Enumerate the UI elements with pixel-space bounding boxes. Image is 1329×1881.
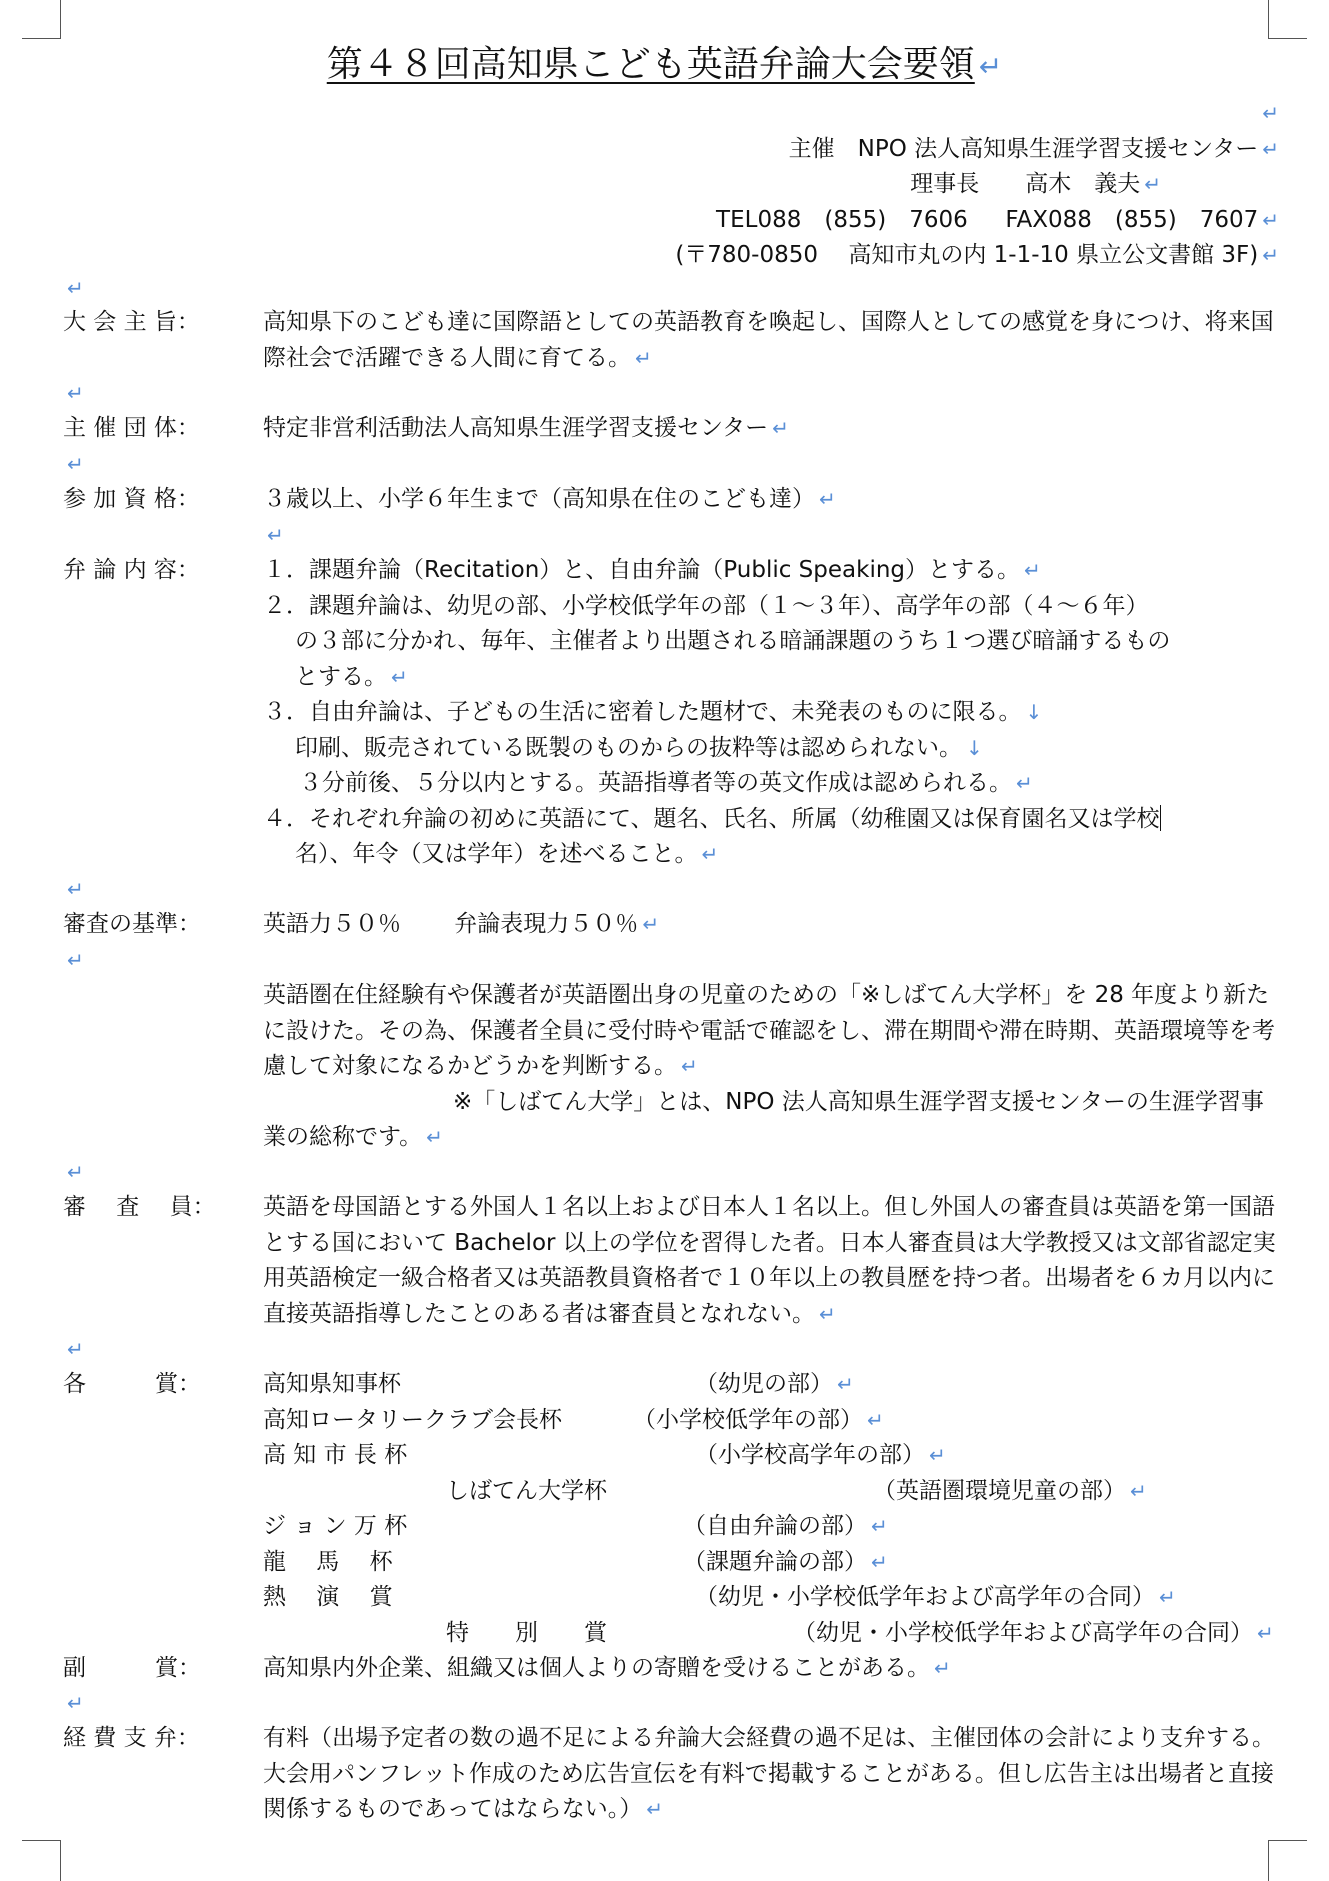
- content-item-1: １．課題弁論（Recitation）と、自由弁論（Public Speaking）とする。 ↵: [263, 557, 1041, 583]
- award-item: 特 別 賞 （幼児・小学校低学年および高学年の合同） ↵: [446, 1619, 1274, 1646]
- criteria-section: [63, 907, 1279, 943]
- award-item: 高 知 市 長 杯 （小学校高学年の部） ↵: [263, 1442, 946, 1468]
- special-note-footnote: ※「しばてん大学」とは、NPO 法人高知県生涯学習支援センターの生涯学習事業の総称です。: [263, 1088, 1264, 1150]
- paragraph-mark-icon: ↵: [701, 842, 719, 866]
- host-text: 特定非営利活動法人高知県生涯学習支援センター: [263, 415, 769, 441]
- expenses-label: 経 費 支 弁：: [63, 1725, 200, 1751]
- paragraph-mark-icon: ↵: [267, 523, 284, 547]
- crop-mark-bottom-right: [1268, 1840, 1307, 1881]
- expenses-section: [63, 1721, 1279, 1828]
- paragraph-mark-icon: ↵: [642, 912, 660, 936]
- paragraph-mark-icon: ↵: [819, 487, 836, 511]
- crop-mark-bottom-left: [22, 1840, 61, 1881]
- paragraph-mark-icon: ↵: [67, 381, 84, 405]
- paragraph-mark-icon: ↵: [426, 1125, 443, 1149]
- content-item-3: ３．自由弁論は、子どもの生活に密着した題材で、未発表のものに限る。 ↓ 印刷、販売されている既製のものからの抜粋等は認められない。 ↓ ３分前後、５分以内とする。英語指導者等の英文作成は認められる。 ↵: [263, 699, 1043, 796]
- purpose-label: 大 会 主 旨：: [63, 309, 200, 335]
- award-item: 高知県知事杯 （幼児の部） ↵: [263, 1371, 854, 1397]
- award-item: 龍 馬 杯 （課題弁論の部） ↵: [263, 1548, 888, 1575]
- paragraph-mark-icon: ↵: [681, 1054, 698, 1078]
- purpose-section: [63, 305, 1279, 376]
- paragraph-mark-icon: ↵: [1024, 558, 1041, 582]
- paragraph-mark-icon: ↵: [934, 1656, 951, 1680]
- content-item-4: ４．それぞれ弁論の初めに英語にて、題名、氏名、所属（幼稚園又は保育園名又は学校 名）、年令（又は学年）を述べること。 ↵: [263, 805, 1160, 867]
- purpose-text: 高知県下のこども達に国際語としての英語教育を喚起し、国際人としての感覚を身につけ、将来国際社会で活躍できる人間に育てる。: [263, 309, 1274, 371]
- crop-mark-top-left: [22, 0, 61, 39]
- special-note-section: [63, 978, 1279, 1156]
- eligibility-text: ３歳以上、小学６年生まで（高知県在住のこども達）: [263, 486, 815, 512]
- paragraph-mark-icon: ↵: [635, 345, 652, 370]
- criteria-text: 英語力５０％ 弁論表現力５０％: [263, 911, 639, 937]
- paragraph-mark-icon: ↵: [67, 452, 84, 476]
- awards-label: 各 賞：: [63, 1371, 201, 1397]
- organizer-block: [559, 96, 1279, 274]
- paragraph-mark-icon: ↵: [1262, 207, 1279, 232]
- extra-prize-section: [63, 1651, 1279, 1687]
- paragraph-mark-icon: ↵: [1016, 771, 1033, 795]
- extra-prize-label: 副 賞：: [63, 1655, 201, 1681]
- organizer-line-2: 理事長 高木 義夫 ↵: [910, 171, 1161, 197]
- content-item-2: ２．課題弁論は、幼児の部、小学校低学年の部（１～３年）、高学年の部（４～６年） の３部に分かれ、毎年、主催者より出題される暗誦課題のうち１つ選び暗誦するもの とする。 ↵: [263, 592, 1171, 690]
- paragraph-mark-icon: ↵: [67, 1160, 84, 1184]
- award-item: 高知ロータリークラブ会長杯 （小学校低学年の部） ↵: [263, 1406, 884, 1433]
- crop-mark-top-right: [1268, 0, 1307, 39]
- text-cursor: [1160, 805, 1161, 831]
- extra-prize-text: 高知県内外企業、組織又は個人よりの寄贈を受けることがある。: [263, 1655, 930, 1681]
- organizer-line-1: 主催 NPO 法人高知県生涯学習支援センター ↵: [788, 135, 1279, 162]
- criteria-label: 審査の基準：: [63, 911, 201, 937]
- paragraph-mark-icon: ↵: [391, 664, 408, 689]
- paragraph-mark-icon: ↵: [819, 1301, 836, 1326]
- judges-section: [63, 1190, 1279, 1332]
- host-section: [63, 411, 1279, 447]
- eligibility-section: [63, 482, 1279, 518]
- expenses-text: 有料（出場予定者の数の過不足による弁論大会経費の過不足は、主催団体の会計により支弁する。大会用パンフレット作成のため広告宣伝を有料で掲載することがある。但し広告主は出場者と直接関係するものであってはならない。）: [263, 1725, 1275, 1822]
- organizer-line-4: (〒780-0850 高知市丸の内 1-1-10 県立公文書館 3F) ↵: [675, 242, 1279, 268]
- awards-list: [263, 1367, 1279, 1651]
- paragraph-mark-icon: ↵: [67, 1337, 84, 1361]
- title-text: 第４８回高知県こども英語弁論大会要領: [326, 44, 975, 85]
- paragraph-mark-icon: ↵: [978, 50, 1003, 83]
- paragraph-mark-icon: ↵: [646, 1797, 664, 1821]
- content-label: 弁 論 内 容：: [63, 557, 200, 583]
- paragraph-mark-icon: ↵: [1262, 243, 1279, 267]
- judges-text: 英語を母国語とする外国人１名以上および日本人１名以上。但し外国人の審査員は英語を第一国語とする国において Bachelor 以上の学位を習得した者。日本人審査員は大学教授又は文部省認定実用英語検定一級合格者又は英語教員資格者で１０年以上の教員歴を持つ者。出場者を６カ月以内に直接英語指導したことのある者は審査員となれない。: [263, 1194, 1276, 1327]
- paragraph-mark-icon: ↵: [67, 276, 84, 300]
- line-break-icon: ↓: [1025, 700, 1043, 724]
- organizer-line-3: TEL088 (855) 7606 FAX088 (855) 7607 ↵: [716, 206, 1279, 233]
- special-note-text: 英語圏在住経験有や保護者が英語圏出身の児童のための「※しばてん大学杯」を 28 年度より新たに設けた。その為、保護者全員に受付時や電話で確認をし、滞在期間や滞在時期、英語環境等を考慮して対象になるかどうかを判断する。: [263, 982, 1275, 1079]
- paragraph-mark-icon: ↵: [1262, 101, 1279, 125]
- award-item: しばてん大学杯 （英語圏環境児童の部） ↵: [446, 1477, 1147, 1504]
- paragraph-mark-icon: ↵: [67, 877, 84, 901]
- awards-section: [63, 1367, 1279, 1651]
- judges-label: 審 査 員：: [63, 1194, 216, 1220]
- host-label: 主 催 団 体：: [63, 415, 200, 441]
- paragraph-mark-icon: ↵: [67, 1691, 84, 1715]
- line-break-icon: ↓: [966, 735, 983, 760]
- paragraph-mark-icon: ↵: [1144, 172, 1161, 196]
- award-item: ジ ョ ン 万 杯 （自由弁論の部） ↵: [263, 1513, 888, 1539]
- paragraph-mark-icon: ↵: [67, 948, 84, 972]
- award-item: 熱 演 賞 （幼児・小学校低学年および高学年の合同） ↵: [263, 1584, 1176, 1610]
- document-title: [0, 38, 1329, 94]
- paragraph-mark-icon: ↵: [1262, 136, 1279, 161]
- content-section: [63, 553, 1279, 873]
- paragraph-mark-icon: ↵: [772, 416, 789, 440]
- eligibility-label: 参 加 資 格：: [63, 486, 200, 512]
